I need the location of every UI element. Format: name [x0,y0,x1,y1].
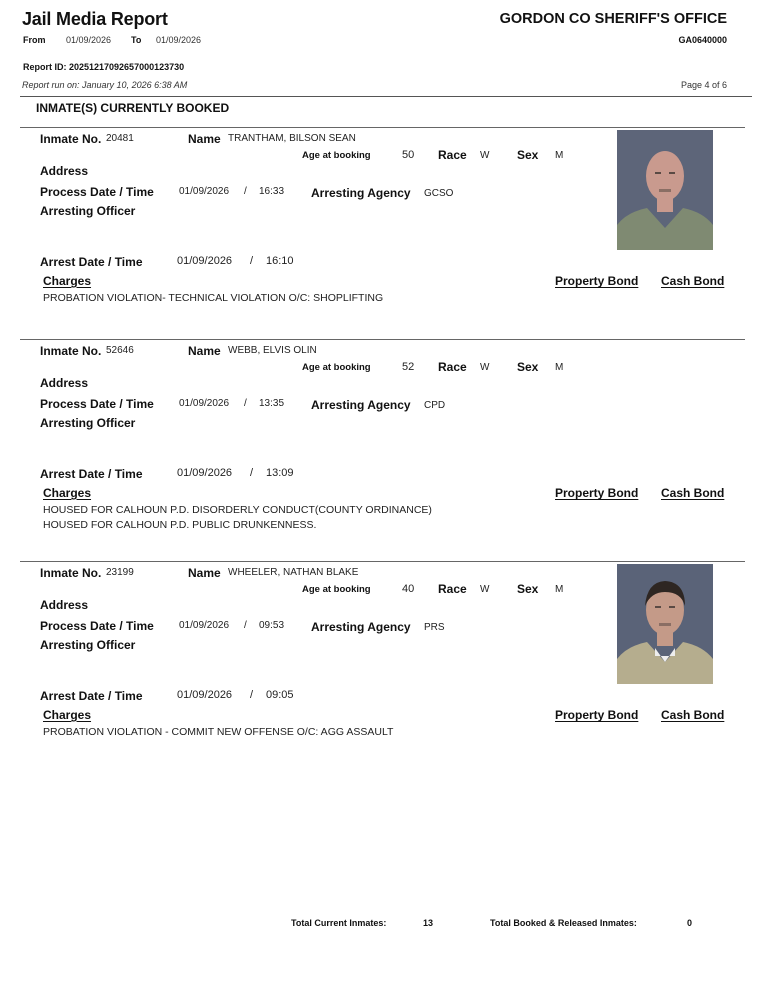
person-silhouette-icon [617,130,713,250]
inmate-no-value: 23199 [106,567,134,578]
process-date-label: Process Date / Time [40,619,154,633]
arrest-date-value: 01/09/2026 [177,689,233,701]
inmate-no-value: 20481 [106,133,134,144]
name-value: WEBB, ELVIS OLIN [228,345,317,356]
cash-bond-label: Cash Bond [661,708,725,722]
process-time-value: 13:35 [259,398,285,409]
race-value: W [480,362,490,373]
report-id: Report ID: 20251217092657000123730 [23,62,185,72]
process-date-label: Process Date / Time [40,185,154,199]
page-indicator: Page 4 of 6 [680,80,727,90]
process-date-value: 01/09/2026 [179,620,230,631]
charges-label: Charges [43,486,92,500]
process-date-value: 01/09/2026 [179,398,230,409]
race-value: W [480,584,490,595]
inmate-no-label: Inmate No. [40,132,102,146]
to-label: To [131,35,142,45]
arresting-officer-label: Arresting Officer [40,204,136,218]
charge-line: PROBATION VIOLATION- TECHNICAL VIOLATION O/C: SHOPLIFTING [43,292,384,304]
name-label: Name [188,344,221,358]
person-silhouette-icon [617,564,713,684]
sex-value: M [555,150,564,161]
race-label: Race [438,360,467,374]
arrest-slash: / [250,255,254,267]
race-label: Race [438,582,467,596]
arresting-officer-label: Arresting Officer [40,416,136,430]
from-label: From [23,35,46,45]
record-divider [20,561,745,562]
cash-bond-label: Cash Bond [661,274,725,288]
inmate-no-label: Inmate No. [40,566,102,580]
header-divider [20,96,752,97]
sex-value: M [555,362,564,373]
total-released-label: Total Booked & Released Inmates: [490,918,637,928]
inmate-no-label: Inmate No. [40,344,102,358]
age-value: 52 [402,361,415,373]
race-label: Race [438,148,467,162]
charge-line: HOUSED FOR CALHOUN P.D. PUBLIC DRUNKENNESS. [43,519,317,531]
arresting-officer-label: Arresting Officer [40,638,136,652]
age-value: 40 [402,583,415,595]
arresting-agency-value: PRS [424,622,445,633]
charges-label: Charges [43,274,92,288]
age-label: Age at booking [302,362,371,373]
sex-label: Sex [517,582,539,596]
age-label: Age at booking [302,150,371,161]
arrest-date-label: Arrest Date / Time [40,467,143,481]
total-current-value: 13 [423,918,434,928]
property-bond-label: Property Bond [555,274,639,288]
race-value: W [480,150,490,161]
sex-value: M [555,584,564,595]
sex-label: Sex [517,148,539,162]
address-label: Address [40,164,89,178]
arrest-time-value: 13:09 [266,467,294,479]
to-date: 01/09/2026 [156,35,202,45]
arrest-date-value: 01/09/2026 [177,255,233,267]
arresting-agency-label: Arresting Agency [311,398,411,412]
address-label: Address [40,376,89,390]
property-bond-label: Property Bond [555,708,639,722]
arrest-date-value: 01/09/2026 [177,467,233,479]
arresting-agency-label: Arresting Agency [311,620,411,634]
name-label: Name [188,566,221,580]
arrest-slash: / [250,467,254,479]
report-run-on: Report run on: January 10, 2026 6:38 AM [22,80,188,90]
record-divider [20,339,745,340]
process-time-value: 09:53 [259,620,285,631]
name-value: WHEELER, NATHAN BLAKE [228,567,359,578]
sex-label: Sex [517,360,539,374]
arresting-agency-value: CPD [424,400,446,411]
age-label: Age at booking [302,584,371,595]
mugshot-photo [617,564,713,684]
section-title: INMATE(S) CURRENTLY BOOKED [36,101,230,115]
process-slash: / [244,186,247,197]
process-date-label: Process Date / Time [40,397,154,411]
property-bond-label: Property Bond [555,486,639,500]
report-title: Jail Media Report [22,9,168,29]
process-slash: / [244,398,247,409]
arrest-slash: / [250,689,254,701]
address-label: Address [40,598,89,612]
charge-line: HOUSED FOR CALHOUN P.D. DISORDERLY CONDUCT(COUNTY ORDINANCE) [43,504,432,516]
charge-line: PROBATION VIOLATION - COMMIT NEW OFFENSE O/C: AGG ASSAULT [43,726,394,738]
name-value: TRANTHAM, BILSON SEAN [228,133,356,144]
process-time-value: 16:33 [259,186,285,197]
mugshot-photo [617,130,713,250]
office-name: GORDON CO SHERIFF'S OFFICE [499,11,727,27]
total-released-value: 0 [687,918,693,928]
from-date: 01/09/2026 [66,35,112,45]
inmate-no-value: 52646 [106,345,134,356]
total-current-label: Total Current Inmates: [291,918,387,928]
age-value: 50 [402,149,415,161]
cash-bond-label: Cash Bond [661,486,725,500]
name-label: Name [188,132,221,146]
arresting-agency-value: GCSO [424,188,454,199]
process-slash: / [244,620,247,631]
ori-code: GA0640000 [678,35,727,45]
record-divider [20,127,745,128]
charges-label: Charges [43,708,92,722]
arresting-agency-label: Arresting Agency [311,186,411,200]
arrest-time-value: 09:05 [266,689,294,701]
process-date-value: 01/09/2026 [179,186,230,197]
arrest-date-label: Arrest Date / Time [40,689,143,703]
arrest-date-label: Arrest Date / Time [40,255,143,269]
arrest-time-value: 16:10 [266,255,294,267]
